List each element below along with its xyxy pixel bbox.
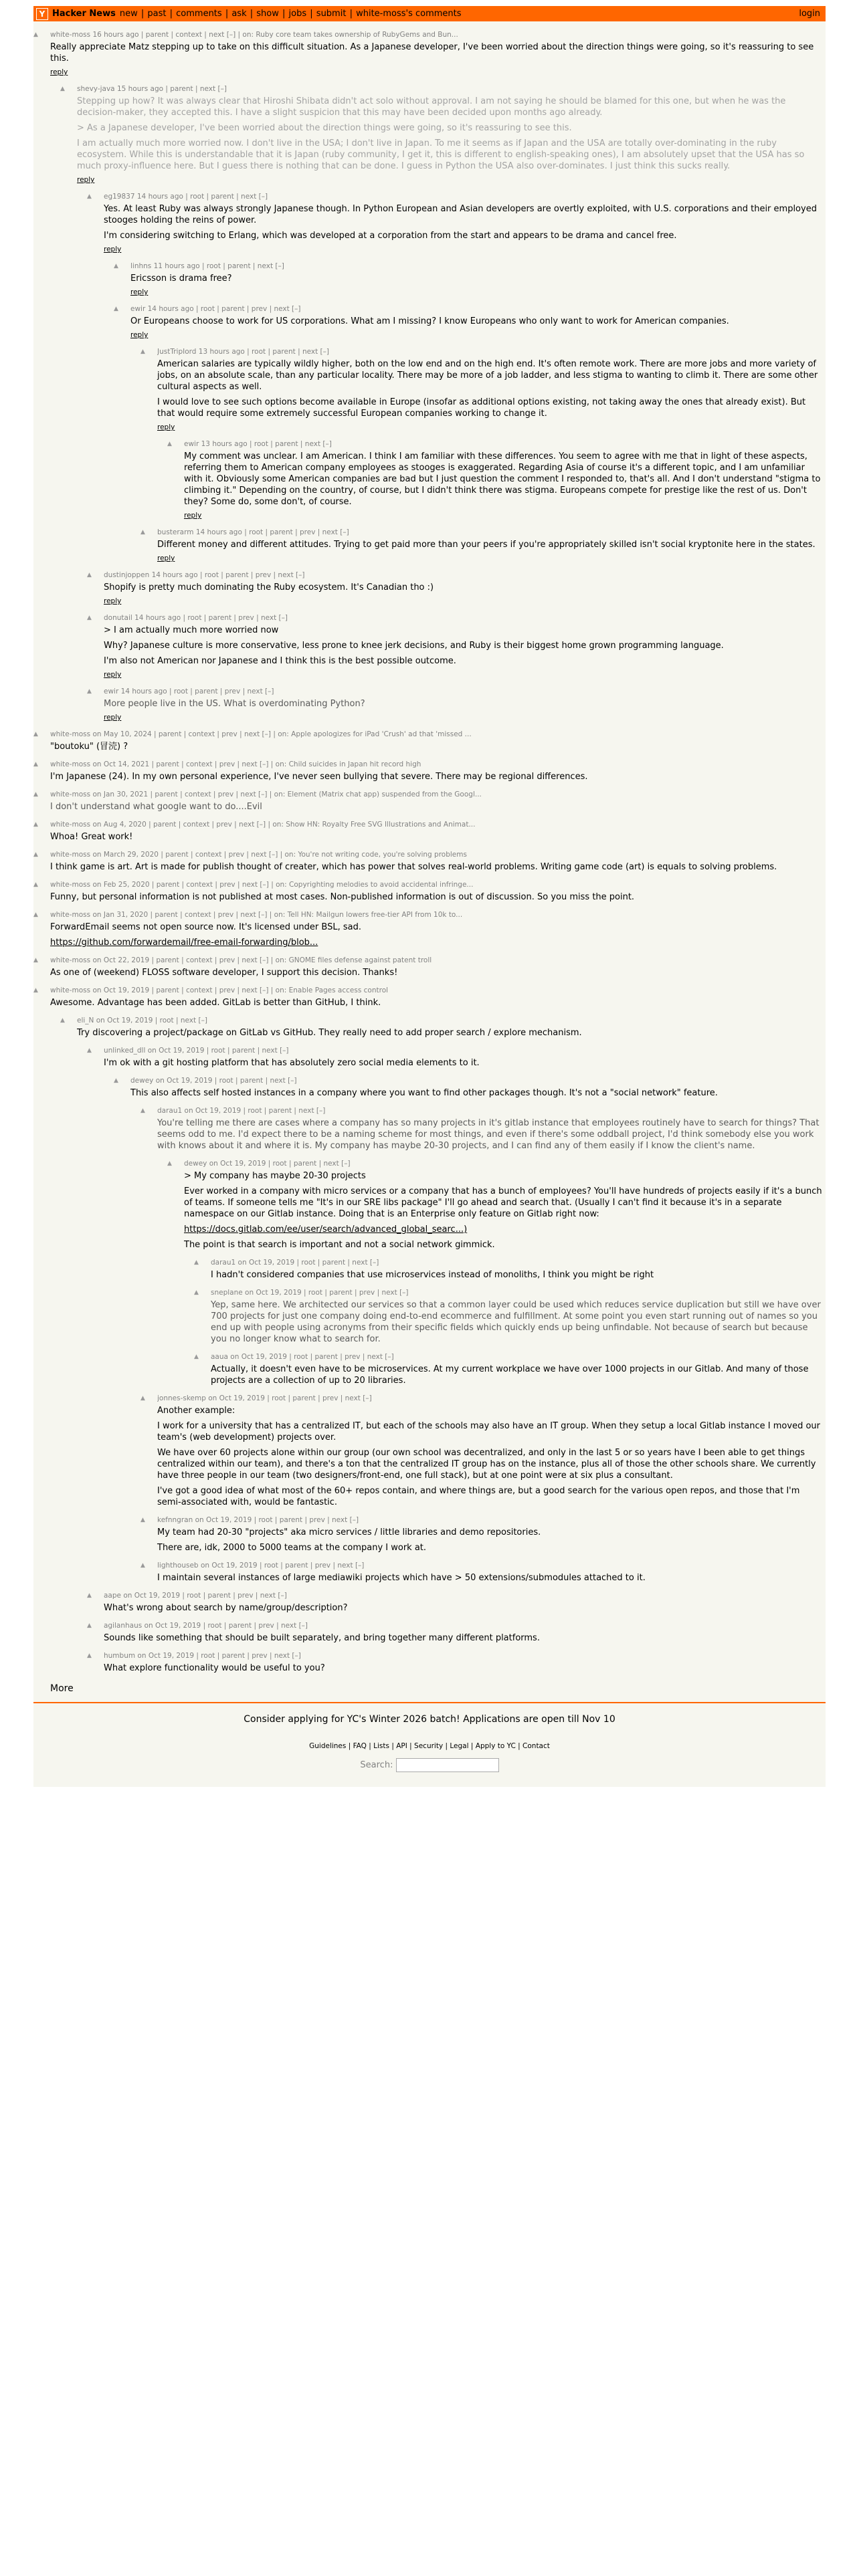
comment-row [167,440,826,520]
comment-row [33,760,826,782]
comment-row [87,687,826,722]
search-input[interactable] [396,1758,499,1772]
comment-meta[interactable]: ewir 13 hours ago | root | parent | next [–] [184,440,332,448]
comment-row [114,1077,826,1099]
comment-paragraph: This also affects self hosted instances in a company where you want to find other packages though. It's not a "social network" feature. [130,1088,718,1098]
upvote-arrow-icon[interactable]: ▲ [194,1259,199,1266]
nav-user-comments[interactable]: white-moss's comments [356,9,462,19]
comment-body [211,1364,826,1386]
comment-row [33,790,826,813]
footer-link-api[interactable]: API [396,1742,407,1750]
comment-paragraph: I would love to see such options become available in Europe (insofar as additional options existing, not taking away the ones that already exist). But that would require some extremely successful European companies working to change it. [157,397,806,419]
comment-paragraph: Ever worked in a company with micro services or a company that has a bunch of employees? You'll have hundreds of projects easily if it's a bunch of teams. If someone tells me "It's in our SRE libs package" I'll go ahead and search that. (Usually I can't find it because it's in a separate namespace on our Gitlab instance. Doing that is an Enterprise only feature on Gitlab right now: [184,1186,822,1219]
comment-paragraph: There are, idk, 2000 to 5000 teams at the company I work at. [157,1543,427,1553]
comment-body [157,1527,826,1553]
footer-links: Guidelines | FAQ | Lists | API | Security | Legal | Apply to YC | Contact [309,1742,550,1750]
comment-meta[interactable]: white-moss on Oct 14, 2021 | parent | context | prev | next [–] | on: Child suicides in Japan hit record high [50,760,421,768]
upvote-arrow-icon[interactable]: ▲ [140,1562,145,1569]
upvote-arrow-icon[interactable]: ▲ [114,306,118,312]
comment-paragraph: I am actually much more worried now. I don't live in the USA; I don't live in Japan. To me it seems as if Japan and the USA are totally over-dominating in the ruby ecosystem. While this is understandable that it is Japan (ruby community, I get it, this is different to english-speaking ones), I am absolutely upset that the USA has so much proxy-influence here. But I guess there is nothing that can be done. I guess in Python the USA also over-dominates. I just think this sucks really. [77,138,805,171]
comment-body [157,1405,826,1508]
comment-meta[interactable]: ewir 14 hours ago | root | parent | prev | next [–] [104,687,274,695]
comment-row [33,911,826,948]
reply-link[interactable]: reply [50,68,68,76]
comment-meta[interactable]: aape on Oct 19, 2019 | root | parent | prev | next [–] [104,1592,287,1600]
upvote-arrow-icon[interactable]: ▲ [33,31,38,38]
comment-meta[interactable]: white-moss on Feb 25, 2020 | parent | context | prev | next [–] | on: Copyrighting melodies to avoid accidental infringe... [50,881,474,889]
comment-meta[interactable]: white-moss on Jan 31, 2020 | parent | context | prev | next [–] | on: Tell HN: Mailgun lowers free-tier API from 10k to... [50,911,463,919]
comment-body [50,831,826,843]
y-logo-icon[interactable]: Y [36,8,48,20]
upvote-arrow-icon[interactable]: ▲ [140,348,145,355]
comment-meta[interactable]: unlinked_dll on Oct 19, 2019 | root | parent | next [–] [104,1047,289,1055]
comment-paragraph: Yep, same here. We architected our services so that a common layer could be used which reduces service duplication but still we have over 700 projects for just one company doing end-to-end ecommerce and fulfillment. At some point you even start running out of names so you end up with people using acronyms from their specific fields which quickly ends up being unfindable. Not because of search but because you no longer know what to search for. [211,1300,821,1344]
upvote-arrow-icon[interactable]: ▲ [33,957,38,964]
upvote-arrow-icon[interactable]: ▲ [60,86,65,92]
top-navbar [33,6,826,21]
reply-link[interactable]: reply [157,423,175,431]
comment-paragraph: Actually, it doesn't even have to be microservices. At my current workplace we have over 1000 projects in our Gitlab. And many of those projects are a collection of up to 20 libraries. [211,1364,809,1386]
comment-row [33,851,826,873]
comment-body [50,741,826,752]
nav-ask[interactable]: ask [231,9,247,19]
comment-meta[interactable]: white-moss on Oct 22, 2019 | parent | context | prev | next [–] | on: GNOME files defense against patent troll [50,956,432,964]
comment-row [33,821,826,843]
comment-row [167,1160,826,1251]
upvote-arrow-icon[interactable]: ▲ [33,881,38,888]
comment-paragraph: I'm Japanese (24). In my own personal experience, I've never seen bullying that severe. There may be regional differences. [50,772,588,782]
comment-meta[interactable]: white-moss on Aug 4, 2020 | parent | context | prev | next [–] | on: Show HN: Royalty Free SVG Illustrations and Animat... [50,821,476,829]
comment-body [130,316,826,327]
more-link[interactable]: More [50,1683,74,1694]
comment-row [87,571,826,606]
upvote-arrow-icon[interactable]: ▲ [114,263,118,270]
comment-body [50,922,826,948]
footer-search [33,1758,826,1772]
comment-meta[interactable]: agilanhaus on Oct 19, 2019 | root | parent | prev | next [–] [104,1622,308,1630]
comment-body [50,891,826,903]
nav-past[interactable]: past [147,9,167,19]
comment-paragraph: Ericsson is drama free? [130,274,232,284]
reply-link[interactable]: reply [104,714,122,722]
comment-paragraph: Whoa! Great work! [50,832,133,842]
comment-row [114,262,826,297]
comment-paragraph: Sounds like something that should be built separately, and bring together many different platforms. [104,1633,540,1643]
comment-body [104,1057,826,1069]
comment-body [104,582,826,593]
comment-meta[interactable]: linhns 11 hours ago | root | parent | next [–] [130,262,284,270]
comment-paragraph: Funny, but personal information is not published at most cases. Non-published information is out of discussion. So you miss the point. [50,892,635,902]
reply-link[interactable]: reply [104,597,122,605]
nav-show[interactable]: show [256,9,279,19]
upvote-arrow-icon[interactable]: ▲ [87,1622,92,1629]
upvote-arrow-icon[interactable]: ▲ [167,441,172,447]
comment-body [130,1087,826,1099]
upvote-arrow-icon[interactable]: ▲ [140,1517,145,1523]
login-link[interactable]: login [799,9,820,19]
comment-paragraph: I'm also not American nor Japanese and I think this is the best possible outcome. [104,656,456,666]
upvote-arrow-icon[interactable]: ▲ [33,791,38,798]
comment-body [157,1117,826,1152]
comment-meta[interactable]: kefnngran on Oct 19, 2019 | root | parent | prev | next [–] [157,1516,359,1524]
comment-meta[interactable]: shevy-java 15 hours ago | parent | next [–] [77,85,227,93]
comment-row [140,1107,826,1152]
comment-paragraph: Stepping up how? It was always clear that Hiroshi Shibata didn't act solo without approval. I am not saying he should be blamed for this one, but when he was the decision-maker, they accepted this. I have a slight suspicion that this may have been decided upon months ago already. [77,96,786,118]
comment-body [104,1662,826,1674]
comment-row [33,986,826,1008]
comment-body [50,801,826,813]
comment-paragraph: The point is that search is important and not a social network gimmick. [184,1240,495,1250]
upvote-arrow-icon[interactable]: ▲ [87,1652,92,1659]
upvote-arrow-icon[interactable]: ▲ [87,572,92,578]
comment-body [157,1572,826,1584]
comment-row [87,1592,826,1614]
reply-link[interactable]: reply [157,554,175,562]
comment-meta[interactable]: humbum on Oct 19, 2019 | root | parent | prev | next [–] [104,1652,301,1660]
comment-body [211,1299,826,1345]
upvote-arrow-icon[interactable]: ▲ [87,193,92,200]
comment-row [60,85,826,185]
comment-row [140,348,826,432]
upvote-arrow-icon[interactable]: ▲ [140,1107,145,1114]
footer-link-contact[interactable]: Contact [522,1742,550,1750]
comment-paragraph: What explore functionality would be useful to you? [104,1663,325,1673]
comment-body [50,771,826,782]
comment-meta[interactable]: dewey on Oct 19, 2019 | root | parent | next [–] [184,1160,351,1168]
comment-body [104,625,826,667]
upvote-arrow-icon[interactable]: ▲ [87,1592,92,1599]
comment-meta[interactable]: JustTripIord 13 hours ago | root | parent | next [–] [157,348,329,356]
comment-paragraph: "boutoku" (冒涜) ? [50,742,128,752]
comment-paragraph: We have over 60 projects alone within our group (our own school was decentralized, and only in the last 5 or so years have I been able to get things centralized within our team), and there's a ton that the centralized IT group has on the instance, plus all of those the other schools share. We currently have three people in our team (two designers/front-end, one full stack), but at one point were at six plus a consultant. [157,1448,816,1481]
comment-paragraph: > As a Japanese developer, I've been worried about the direction things were going, so it's reassuring to see this. [77,123,572,133]
comment-row [140,1516,826,1553]
comment-meta[interactable]: white-moss on May 10, 2024 | parent | context | prev | next [–] | on: Apple apologizes for iPad 'Crush' ad that 'missed ... [50,730,472,738]
comment-row [60,1016,826,1039]
comment-body [157,358,826,419]
login-link-wrap [799,9,820,19]
comment-paragraph: Why? Japanese culture is more conservative, less prone to knee jerk decisions, and Ruby is their biggest home grown programming language. [104,641,724,651]
comment-meta[interactable]: white-moss 16 hours ago | parent | context | next [–] | on: Ruby core team takes ownership of RubyGems and Bun... [50,31,458,39]
comment-paragraph: You're telling me there are cases where a company has so many projects in it's gitlab instance that employees routinely have to search for things? That seems odd to me. I'd expect there to be a naming scheme for most things, and even if there's some oddball project, I'd think somebody else you work with knows about it and where it is. My company has maybe 20-30 projects, and I can find any of them easily if I know the client's name. [157,1118,820,1151]
comment-row [87,1622,826,1644]
comment-body [104,698,826,710]
comment-paragraph: ForwardEmail seems not open source now. It's licensed under BSL, sad. [50,922,361,932]
comment-list [33,21,826,1674]
comment-meta[interactable]: eli_N on Oct 19, 2019 | root | next [–] [77,1016,207,1025]
comment-meta[interactable]: busterarm 14 hours ago | root | parent | prev | next [–] [157,528,349,536]
footer-link-faq[interactable]: FAQ [353,1742,367,1750]
reply-link[interactable]: reply [130,331,149,339]
comment-paragraph: I work for a university that has a centralized IT, but each of the schools may also have an IT group. When they setup a local Gitlab instance I moved our team's (web development) projects over. [157,1421,820,1442]
comment-meta[interactable]: darau1 on Oct 19, 2019 | root | parent | next [–] [211,1259,379,1267]
comment-row [87,193,826,254]
upvote-arrow-icon[interactable]: ▲ [33,821,38,828]
comment-row [87,1047,826,1069]
comment-paragraph: Or Europeans choose to work for US corporations. What am I missing? I know Europeans who only want to work for American companies. [130,316,729,326]
comment-paragraph: Shopify is pretty much dominating the Ruby ecosystem. It's Canadian tho :) [104,582,434,593]
comment-row [33,31,826,77]
comment-meta[interactable]: aaua on Oct 19, 2019 | root | parent | prev | next [–] [211,1353,394,1361]
comment-row [87,1652,826,1674]
upvote-arrow-icon[interactable]: ▲ [33,987,38,994]
comment-paragraph: > I am actually much more worried now [104,625,279,635]
comment-link[interactable]: https://github.com/forwardemail/free-email-forwarding/blob... [50,938,318,948]
footer-link-security[interactable]: Security [414,1742,444,1750]
comment-body [50,967,826,978]
comment-meta[interactable]: white-moss on March 29, 2020 | parent | context | prev | next [–] | on: You're not writing code, you're solving problems [50,851,467,859]
reply-link[interactable]: reply [184,512,202,520]
comment-body [211,1269,826,1281]
comment-row [194,1353,826,1386]
comment-row [33,956,826,978]
page-container [33,6,826,1787]
comment-body [50,861,826,873]
comment-paragraph: I'm considering switching to Erlang, which was developed at a corporation from the start and appears to be drama and cancel free. [104,231,677,241]
reply-link[interactable]: reply [104,671,122,679]
upvote-arrow-icon[interactable]: ▲ [194,1289,199,1296]
comment-paragraph: > My company has maybe 20-30 projects [184,1171,366,1181]
footer-link-legal[interactable]: Legal [450,1742,469,1750]
comment-meta[interactable]: donutail 14 hours ago | root | parent | prev | next [–] [104,614,288,622]
comment-paragraph: Awesome. Advantage has been added. GitLab is better than GitHub, I think. [50,998,381,1008]
comment-meta[interactable]: white-moss on Oct 19, 2019 | parent | context | prev | next [–] | on: Enable Pages access control [50,986,389,994]
comment-meta[interactable]: white-moss on Jan 30, 2021 | parent | context | prev | next [–] | on: Element (Matrix chat app) suspended from the Googl... [50,790,482,798]
comment-paragraph: What's wrong about search by name/group/description? [104,1603,348,1613]
footer-link-lists[interactable]: Lists [373,1742,389,1750]
comment-paragraph: Different money and different attitudes. Trying to get paid more than your peers if you're appropriately skilled isn't social kryptonite here in the states. [157,540,816,550]
comment-paragraph: American salaries are typically wildly higher, both on the low end and on the high end. It's often remote work. There are more jobs and more variety of jobs, on an absolute scale, than any particular locality. There may be more of a job ladder, and less stigma to wanting to climb it. There are some other cultural aspects as well. [157,359,818,392]
comment-meta[interactable]: darau1 on Oct 19, 2019 | root | parent | next [–] [157,1107,326,1115]
comment-meta[interactable]: eg19837 14 hours ago | root | parent | next [–] [104,193,268,201]
upvote-arrow-icon[interactable]: ▲ [194,1354,199,1360]
comment-meta[interactable]: jonnes-skemp on Oct 19, 2019 | root | parent | prev | next [–] [157,1394,372,1402]
comment-body [104,1632,826,1644]
reply-link[interactable]: reply [104,245,122,253]
comment-paragraph: I don't understand what google want to do....Evil [50,802,262,812]
comment-paragraph: I'm ok with a git hosting platform that has absolutely zero social media elements to it. [104,1058,480,1068]
upvote-arrow-icon[interactable]: ▲ [140,1395,145,1402]
comment-link[interactable]: https://docs.gitlab.com/ee/user/search/advanced_global_searc...) [184,1224,468,1235]
upvote-arrow-icon[interactable]: ▲ [33,851,38,858]
nav-comments[interactable]: comments [176,9,222,19]
upvote-arrow-icon[interactable]: ▲ [114,1077,118,1084]
footer-link-apply[interactable]: Apply to YC [475,1742,516,1750]
comment-paragraph: Really appreciate Matz stepping up to take on this difficult situation. As a Japanese developer, I've been worried about the direction things were going, so it's reassuring to see this. [50,42,814,64]
comment-paragraph: I maintain several instances of large mediawiki projects which have > 50 extensions/submodules attached to it. [157,1573,646,1583]
comment-body [104,203,826,241]
comment-row [33,881,826,903]
comment-row [140,528,826,563]
upvote-arrow-icon[interactable]: ▲ [33,911,38,918]
comment-meta[interactable]: ewir 14 hours ago | root | parent | prev | next [–] [130,305,301,313]
comment-paragraph: More people live in the US. What is overdominating Python? [104,699,365,709]
comment-paragraph: My comment was unclear. I am American. I think I am familiar with these differences. You seem to agree with me that in light of these aspects, referring them to American company employees as stooges is exaggerated. Regarding Asia of course it's a different topic, and I am unfamiliar with it. Obviously some American companies are bad but I just question the comment I responded to, that's all. And I don't understand "stigma to climbing it." Depending on the country, of course, but I didn't think there was stigma. Europeans compete for prestige like the rest of us. Don't they? Some do, some don't, of course. [184,451,821,507]
comment-paragraph: My team had 20-30 "projects" aka micro services / little libraries and demo repositories. [157,1527,541,1537]
reply-link[interactable]: reply [130,288,149,296]
upvote-arrow-icon[interactable]: ▲ [87,688,92,695]
comment-row [194,1289,826,1345]
comment-paragraph: I've got a good idea of what most of the 60+ repos contain, and where things are, but a good search for the various open repos, and those that I'm semi-associated with, would be fantastic. [157,1486,800,1507]
comment-body [130,273,826,284]
comment-paragraph: Yes. At least Ruby was always strongly Japanese though. In Python European and Asian developers are overtly exploited, with U.S. corporations and their employed stooges holding the reins of power. [104,204,817,225]
comment-paragraph: As one of (weekend) FLOSS software developer, I support this decision. Thanks! [50,968,398,978]
comment-paragraph: I hadn't considered companies that use microservices instead of monoliths, I think you might be right [211,1270,654,1280]
reply-link[interactable]: reply [77,176,95,184]
yc-banner[interactable]: Consider applying for YC's Winter 2026 batch! Applications are open till Nov 10 [244,1714,615,1725]
comment-body [157,539,826,550]
site-name-link[interactable]: Hacker News [52,9,116,19]
comment-row [194,1259,826,1281]
comment-row [87,614,826,679]
nav-submit[interactable]: submit [316,9,347,19]
upvote-arrow-icon[interactable]: ▲ [87,1047,92,1054]
upvote-arrow-icon[interactable]: ▲ [33,731,38,738]
comment-body [77,96,826,172]
comment-meta[interactable]: lighthouseb on Oct 19, 2019 | root | parent | prev | next [–] [157,1562,365,1570]
comment-meta[interactable]: dewey on Oct 19, 2019 | root | parent | next [–] [130,1077,297,1085]
comment-body [50,41,826,64]
upvote-arrow-icon[interactable]: ▲ [87,615,92,621]
comment-row [33,730,826,752]
comment-paragraph: I think game is art. Art is made for publish thought of creater, which has power that solves real-world problems. Writing game code (art) is equals to solving problems. [50,862,777,872]
upvote-arrow-icon[interactable]: ▲ [140,529,145,536]
comment-body [77,1027,826,1039]
comment-body [184,1170,826,1251]
comment-paragraph: Another example: [157,1406,235,1416]
nav-new[interactable]: new [119,9,138,19]
comment-row [140,1562,826,1584]
nav-links: new | past | comments | ask | show | jobs | submit | white-moss's comments [119,9,462,19]
footer [33,1702,826,1787]
comment-body [50,997,826,1008]
upvote-arrow-icon[interactable]: ▲ [60,1017,65,1024]
comment-row [114,305,826,340]
comment-meta[interactable]: dustinjoppen 14 hours ago | root | parent | prev | next [–] [104,571,305,579]
search-label: Search: [360,1760,393,1770]
comment-paragraph: Try discovering a project/package on GitLab vs GitHub. They really need to add proper search / explore mechanism. [77,1028,582,1038]
comment-body [104,1602,826,1614]
upvote-arrow-icon[interactable]: ▲ [167,1160,172,1167]
upvote-arrow-icon[interactable]: ▲ [33,761,38,768]
comment-row [140,1394,826,1508]
nav-jobs[interactable]: jobs [288,9,307,19]
comment-body [184,451,826,508]
footer-link-guidelines[interactable]: Guidelines [309,1742,347,1750]
comment-meta[interactable]: sneplane on Oct 19, 2019 | root | parent | prev | next [–] [211,1289,409,1297]
